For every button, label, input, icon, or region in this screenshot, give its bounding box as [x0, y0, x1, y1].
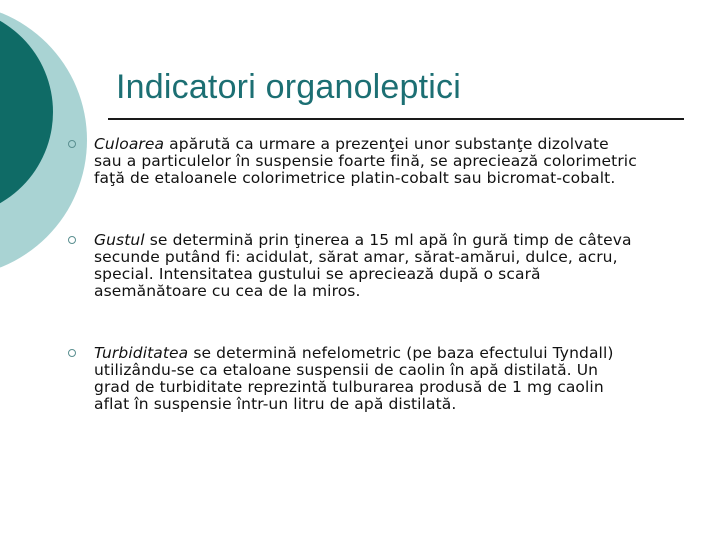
bullet-text: apărută ca urmare a prezenţei unor substanţe dizolvate sau a particulelor în suspensie foarte fină, se apreciează colorimetric faţă de etaloanele colorimetrice platin-cobalt sau bicromat-cobalt.: [94, 135, 637, 187]
bullet-list: [68, 136, 638, 413]
bullet-item-gustul: [68, 232, 638, 300]
bullet-circle-icon: [68, 140, 76, 148]
bullet-item-turbiditatea: [68, 345, 638, 413]
bullet-term: Gustul: [94, 231, 145, 249]
bullet-term: Culoarea: [94, 135, 165, 153]
bullet-item-culoarea: [68, 136, 638, 187]
title-underline: [108, 118, 684, 120]
bullet-circle-icon: [68, 236, 76, 244]
bullet-term: Turbiditatea: [94, 344, 189, 362]
bullet-text: se determină nefelometric (pe baza efectului Tyndall) utilizându-se ca etaloane suspensii de caolin în apă distilată. Un grad de turbiditate reprezintă tulburarea produsă de 1 mg caolin aflat în suspensie într-un litru de apă distilată.: [94, 344, 614, 413]
bullet-circle-icon: [68, 349, 76, 357]
bullet-text: se determină prin ţinerea a 15 ml apă în gură timp de câteva secunde putând fi: acidulat, sărat amar, sărat-amărui, dulce, acru, special. Intensitatea gustului se apreciează după o scară asemănătoare cu cea de la miros.: [94, 231, 632, 300]
slide-title: Indicatori organoleptici: [116, 68, 461, 106]
